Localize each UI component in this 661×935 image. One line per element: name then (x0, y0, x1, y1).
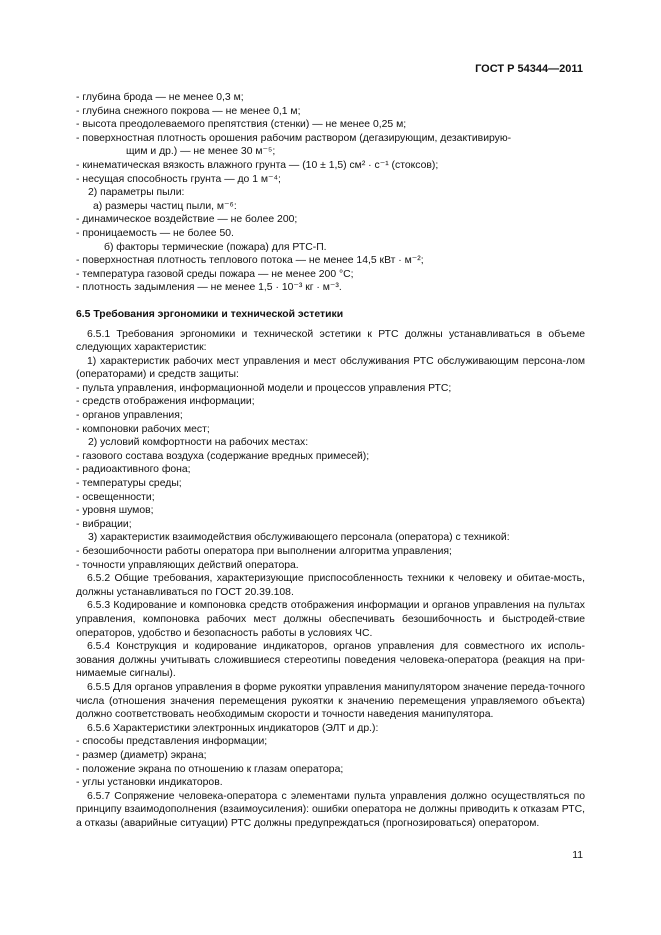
list-item: - кинематическая вязкость влажного грунта — (10 ± 1,5) см² · с⁻¹ (стоксов); (76, 159, 439, 171)
document-header: ГОСТ Р 54344—2011 (475, 63, 583, 75)
list-item: - несущая способность грунта — до 1 м⁻⁴; (76, 173, 281, 185)
list-item: - безошибочности работы оператора при выполнении алгоритма управления; (76, 546, 452, 557)
list-item: - глубина брода — не менее 0,3 м; (76, 92, 244, 103)
page-number: 11 (572, 850, 583, 861)
list-item: - динамическое воздействие — не более 200; (76, 214, 298, 226)
list-item: - температура газовой среды пожара — не менее 200 °С; (76, 268, 354, 280)
list-item: - точности управляющих действий оператора. (76, 559, 299, 571)
item-1-text: 1) характеристик рабочих мест управления и мест обслуживания РТС обслуживающим персона-лом (операторами) и средств защиты: (76, 355, 585, 381)
list-item: - радиоактивного фона; (76, 464, 191, 476)
dust-a-title: а) размеры частиц пыли, м⁻⁶: (93, 200, 237, 212)
list-item: - способы представления информации; (76, 736, 268, 748)
list-item: - вибрации; (76, 518, 132, 530)
section-heading: 6.5 Требования эргономики и технической эстетики (76, 308, 344, 320)
list-item-continuation: щим и др.) — не менее 30 м⁻⁵; (126, 146, 276, 158)
item-3: 3) характеристик взаимодействия обслуживающего персонала (оператора) с техникой: (88, 532, 510, 544)
list-item: - освещенности; (76, 491, 155, 503)
list-item: - глубина снежного покрова — не менее 0,1 м; (76, 105, 301, 117)
list-item: - высота преодолеваемого препятствия (стенки) — не менее 0,25 м; (76, 119, 407, 131)
list-item: - органов управления; (76, 410, 183, 422)
list-item: - поверхностная плотность орошения рабочим раствором (дегазирующим, дезактивирую- (76, 132, 512, 144)
dust-params-title: 2) параметры пыли: (88, 187, 185, 199)
list-item: - поверхностная плотность теплового потока — не менее 14,5 кВт · м⁻²; (76, 255, 424, 267)
list-item: - проницаемость — не более 50. (76, 227, 234, 239)
paragraph-6-5-2: 6.5.2 Общие требования, характеризующие приспособленность техники к человеку и обитае-мость, должны устанавливаться по ГОСТ 20.39.108. (76, 573, 585, 598)
paragraph-6-5-6: 6.5.6 Характеристики электронных индикаторов (ЭЛТ и др.): (87, 722, 379, 734)
document-body (76, 91, 585, 830)
item-1 (76, 355, 585, 382)
dust-b-title: б) факторы термические (пожара) для РТС-П. (104, 241, 327, 253)
paragraph-6-5-4: 6.5.4 Конструкция и кодирование индикаторов, органов управления для совместного их исполь-зования должны учитывать сложившиеся стереотипы поведения человека-оператора (реакция на при-нимаемые сигналы). (76, 641, 585, 680)
list-item: - компоновки рабочих мест; (76, 423, 210, 435)
list-item: - углы установки индикаторов. (76, 777, 223, 789)
list-item: - температуры среды; (76, 478, 182, 490)
list-item: - размер (диаметр) экрана; (76, 749, 207, 761)
paragraph-6-5-5: 6.5.5 Для органов управления в форме рукоятки управления манипулятором значение переда-точного числа (отношения значения перемещения рукоятки к значению перемещения управляемого объекта) должно соответствовать необходимым скорости и точности наведения манипулятора. (76, 681, 585, 721)
list-item: - пульта управления, информационной модели и процессов управления РТС; (76, 382, 452, 394)
list-item: - средств отображения информации; (76, 396, 255, 408)
list-item: - газового состава воздуха (содержание вредных примесей); (76, 450, 370, 462)
list-item: - положение экрана по отношению к глазам оператора; (76, 763, 344, 775)
paragraph-6-5-3: 6.5.3 Кодирование и компоновка средств отображения информации и органов управления на пультах управления, компоновка рабочих мест должны обеспечивать безошибочность и быстродей-ствие операторов, удобство и безопасность работы в условиях ЧС. (76, 600, 585, 639)
list-item: - уровня шумов; (76, 505, 154, 517)
list-item: - плотность задымления — не менее 1,5 · 10⁻³ кг · м⁻³. (76, 282, 342, 294)
paragraph-6-5-7: 6.5.7 Сопряжение человека-оператора с элементами пульта управления должно осуществляться по принципу взаимодополнения (взаимоусиления): ошибки оператора не должны приводить к отказам РТС, а отказы (аварийные ситуации) РТС должны предупреждаться (прогнозироваться) оператором. (76, 790, 585, 829)
paragraph-6-5-1: 6.5.1 Требования эргономики и технической эстетики к РТС должны устанавливаться в объеме следующих характеристик: (76, 328, 585, 354)
item-2: 2) условий комфортности на рабочих местах: (88, 437, 309, 449)
